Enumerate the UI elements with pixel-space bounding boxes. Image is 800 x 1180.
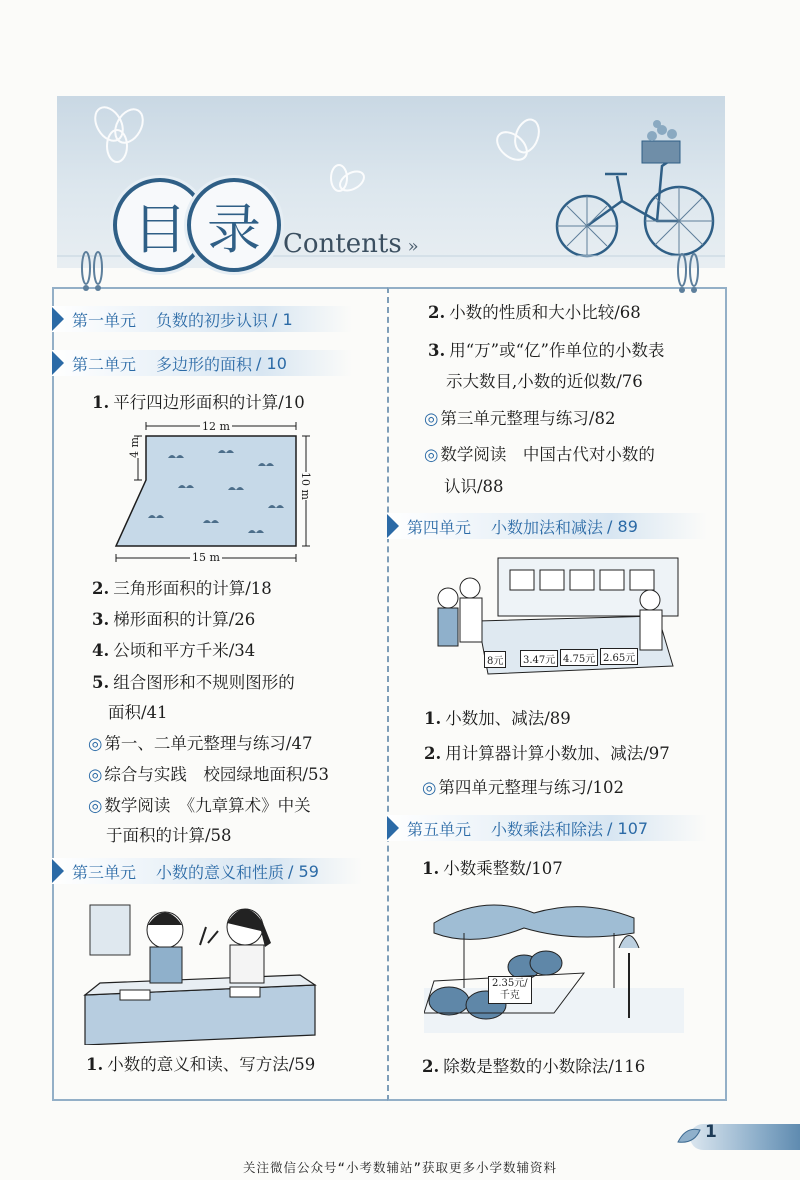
page-number: 1	[705, 1122, 717, 1142]
circle-bullet-icon: ◎	[422, 778, 437, 797]
toc-entry[interactable]	[92, 605, 255, 635]
toc-entry[interactable]	[424, 739, 670, 769]
unit-page: / 59	[288, 861, 319, 881]
unit-marker-icon	[387, 816, 399, 840]
entry-number: 4.	[92, 641, 110, 660]
title-char-1: 目	[133, 197, 187, 261]
entry-text: 小数的意义和读、写方法/59	[107, 1055, 316, 1074]
toc-entry[interactable]	[428, 298, 641, 328]
unit-name: 小数乘法和除法	[491, 819, 604, 839]
unit-page: / 107	[607, 818, 649, 838]
title-char-2: 录	[207, 197, 261, 261]
classroom-illustration	[80, 895, 320, 1045]
entry-number: 2.	[428, 303, 446, 322]
review-entry[interactable]	[424, 404, 615, 434]
toc-entry[interactable]	[92, 636, 255, 666]
entry-number: 3.	[428, 341, 446, 360]
toc-entry[interactable]	[422, 1052, 645, 1082]
binder-ring-icon	[80, 248, 104, 296]
toc-entry[interactable]	[92, 388, 305, 418]
circle-bullet-icon: ◎	[88, 765, 103, 784]
price-sign-line: 千克	[499, 990, 520, 1001]
entry-text: 小数乘整数/107	[443, 859, 563, 878]
unit-page: / 89	[607, 516, 638, 536]
title-char-2-badge	[187, 178, 281, 272]
unit-name: 小数加法和减法	[491, 517, 604, 537]
toc-entry[interactable]	[424, 704, 571, 734]
unit-name: 多边形的面积	[156, 354, 253, 374]
unit-marker-icon	[52, 351, 64, 375]
price-tag: 4.75元	[560, 649, 598, 666]
review-text: 第三单元整理与练习/82	[440, 409, 616, 428]
price-tag: 8元	[484, 651, 506, 668]
entry-number: 3.	[92, 610, 110, 629]
unit-label: 第二单元	[72, 354, 137, 374]
review-entry-continued[interactable]	[106, 821, 232, 851]
toc-entry[interactable]	[92, 668, 295, 698]
entry-text: 示大数目,小数的近似数/76	[446, 372, 643, 391]
entry-text: 组合图形和不规则图形的	[113, 673, 295, 692]
entry-text: 小数的性质和大小比较/68	[449, 303, 641, 322]
binder-ring-icon	[676, 250, 700, 298]
review-entry[interactable]	[422, 773, 624, 803]
leaf-icon	[676, 1124, 702, 1148]
review-text: 于面积的计算/58	[106, 826, 232, 845]
unit-label: 第四单元	[407, 517, 472, 537]
toc-entry[interactable]	[428, 336, 664, 366]
entry-text: 用“万”或“亿”作单位的小数表	[449, 341, 665, 360]
circle-bullet-icon: ◎	[424, 409, 439, 428]
unit-label: 第三单元	[72, 862, 137, 882]
figure-label-top: 12 m	[202, 420, 230, 433]
contents-text: Contents	[283, 229, 402, 259]
review-entry[interactable]	[88, 791, 311, 821]
unit-3-heading[interactable]	[52, 858, 362, 884]
circle-bullet-icon: ◎	[88, 796, 103, 815]
entry-text: 公顷和平方千米/34	[113, 641, 256, 660]
entry-number: 1.	[422, 859, 440, 878]
toc-entry[interactable]	[92, 574, 272, 604]
entry-number: 1.	[92, 393, 110, 412]
unit-5-heading[interactable]	[387, 815, 707, 841]
unit-page: / 10	[256, 353, 287, 373]
price-tag: 3.47元	[520, 650, 558, 667]
footer-note: 关注微信公众号“小考数辅站”获取更多小学数辅资料	[242, 1160, 558, 1175]
unit-label: 第一单元	[72, 310, 137, 330]
unit-marker-icon	[52, 307, 64, 331]
unit-marker-icon	[52, 859, 64, 883]
circle-bullet-icon: ◎	[424, 445, 439, 464]
entry-number: 5.	[92, 673, 110, 692]
price-sign	[488, 976, 532, 1004]
circle-bullet-icon: ◎	[88, 734, 103, 753]
unit-label: 第五单元	[407, 819, 472, 839]
unit-4-heading[interactable]	[387, 513, 707, 539]
unit-1-heading[interactable]	[52, 306, 352, 332]
review-entry-continued[interactable]	[444, 472, 504, 502]
toc-entry[interactable]	[86, 1050, 315, 1080]
entry-text: 梯形面积的计算/26	[113, 610, 256, 629]
price-sign-line: 2.35元/	[492, 978, 528, 989]
toc-entry-continued[interactable]	[108, 698, 168, 728]
review-text: 认识/88	[444, 477, 504, 496]
unit-page: / 1	[272, 309, 293, 329]
entry-text: 除数是整数的小数除法/116	[443, 1057, 646, 1076]
entry-number: 2.	[92, 579, 110, 598]
entry-number: 1.	[424, 709, 442, 728]
figure-label-left: 4 m	[128, 437, 141, 458]
review-entry[interactable]	[424, 440, 655, 470]
entry-number: 2.	[422, 1057, 440, 1076]
unit-marker-icon	[387, 514, 399, 538]
entry-text: 平行四边形面积的计算/10	[113, 393, 305, 412]
entry-text: 小数加、减法/89	[445, 709, 571, 728]
watermelon-stall-illustration	[424, 893, 686, 1043]
entry-number: 2.	[424, 744, 442, 763]
toc-entry[interactable]	[422, 854, 563, 884]
review-text: 综合与实践 校园绿地面积/53	[104, 765, 329, 784]
toc-entry-continued[interactable]	[446, 367, 643, 397]
entry-text: 三角形面积的计算/18	[113, 579, 272, 598]
contents-subtitle	[283, 229, 419, 259]
review-entry[interactable]	[88, 760, 329, 790]
unit-name: 小数的意义和性质	[156, 862, 285, 882]
review-text: 第一、二单元整理与练习/47	[104, 734, 313, 753]
figure-label-bottom: 15 m	[192, 551, 220, 564]
unit-name: 负数的初步认识	[156, 310, 269, 330]
entry-text: 面积/41	[108, 703, 168, 722]
price-tag: 2.65元	[600, 648, 638, 665]
chevron-right-icon: »	[407, 236, 419, 257]
figure-label-right: 10 m	[299, 472, 312, 500]
entry-text: 用计算器计算小数加、减法/97	[445, 744, 670, 763]
review-text: 数学阅读 中国古代对小数的	[440, 445, 655, 464]
review-text: 第四单元整理与练习/102	[438, 778, 624, 797]
entry-number: 1.	[86, 1055, 104, 1074]
review-entry[interactable]	[88, 729, 312, 759]
unit-2-heading[interactable]	[52, 350, 352, 376]
review-text: 数学阅读 《九章算术》中关	[104, 796, 311, 815]
